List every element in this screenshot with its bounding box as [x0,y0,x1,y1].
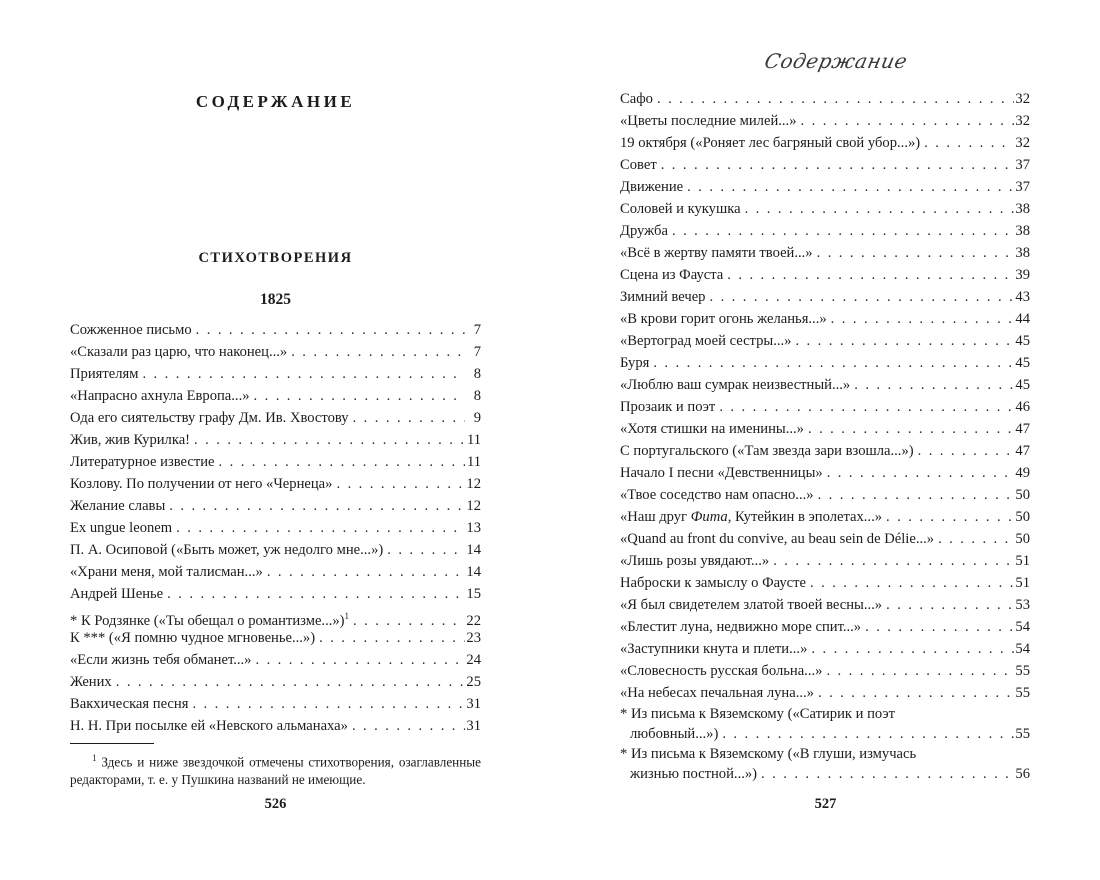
toc-entry[interactable] [70,715,481,737]
toc-entry-title: «Если жизнь тебя обманет...» [70,652,252,668]
toc-entry-title: С португальского («Там звезда зари взошла...») [620,443,914,459]
toc-entry[interactable] [70,649,481,671]
toc-entry-page: 9 [473,410,481,426]
toc-entry[interactable] [70,561,481,583]
toc-entry[interactable] [620,198,1030,220]
toc-entry-page: 46 [1015,399,1030,415]
toc-entry-title: «Цветы последние милей...» [620,113,797,129]
toc-entry[interactable] [620,132,1030,154]
toc-entry-title: Сожженное письмо [70,322,192,338]
toc-entry-title-line1: * Из письма к Вяземскому («Сатирик и поэт [620,706,896,722]
toc-entry-multiline [620,744,1030,784]
toc-leader-dots [172,517,465,539]
toc-leader-dots [741,198,1014,220]
toc-entry-page: 47 [1015,443,1030,459]
toc-entry-page: 24 [466,652,481,668]
toc-leader-dots [804,418,1014,440]
toc-entry-title: «В крови горит огонь желанья...» [620,311,827,327]
toc-entry-title: Прозаик и поэт [620,399,716,415]
toc-leader-dots [649,352,1014,374]
toc-entry-title: Зимний вечер [620,289,706,305]
toc-entry[interactable] [70,385,481,407]
toc-entry-title: П. А. Осиповой («Быть может, уж недолго мне...») [70,542,384,558]
toc-leader-dots [668,220,1014,242]
toc-entry-title: Совет [620,157,657,173]
toc-leader-dots [791,330,1014,352]
toc-entry-page: 38 [1015,223,1030,239]
year-heading: 1825 [260,291,291,308]
toc-leader-dots [192,319,465,341]
toc-entry-title: Козлову. По получении от него «Чернеца» [70,476,333,492]
toc-leader-dots [806,572,1014,594]
toc-entry[interactable] [620,220,1030,242]
toc-entry-title: 19 октября («Роняет лес багряный свой убор...») [620,135,921,151]
toc-entry-page: 54 [1015,641,1030,657]
toc-entry-title-line2: жизнью постной...») [630,766,758,782]
toc-entry-page: 31 [466,718,481,734]
toc-entry[interactable] [620,374,1030,396]
toc-entry[interactable] [70,319,481,341]
toc-entry[interactable] [620,286,1030,308]
toc-entry-page: 31 [466,696,481,712]
toc-entry[interactable] [620,744,1030,784]
toc-entry-title: «Словесность русская больна...» [620,663,823,679]
toc-entry[interactable] [620,352,1030,374]
toc-entry-title: Н. Н. При посылке ей «Невского альманаха» [70,718,348,734]
toc-leader-dots [823,462,1014,484]
toc-entry-title-part: «Наш друг [620,509,691,525]
toc-entry-page: 49 [1015,465,1030,481]
toc-leader-dots [715,396,1014,418]
toc-leader-dots [683,176,1014,198]
toc-leader-dots [657,154,1014,176]
toc-leader-dots [705,286,1014,308]
toc-entry-page: 14 [466,542,481,558]
toc-entry[interactable] [70,671,481,693]
toc-entry-page: 37 [1015,179,1030,195]
toc-entry[interactable] [620,330,1030,352]
toc-entry-title: «Сказали раз царю, что наконец...» [70,344,288,360]
page-number-right: 527 [814,796,837,812]
toc-leader-dots [112,671,465,693]
toc-entry[interactable] [620,440,1030,462]
toc-entry[interactable] [70,407,481,429]
toc-entry-page: 55 [1015,663,1030,679]
toc-entry[interactable] [620,704,1030,744]
toc-entry[interactable] [620,242,1030,264]
toc-leader-dots [250,385,465,407]
toc-entry-page: 11 [466,454,481,470]
toc-leader-dots [653,88,1014,110]
toc-entry-page: 8 [473,366,481,382]
toc-entry[interactable] [70,473,481,495]
toc-leader-dots [814,484,1014,506]
toc-leader-dots [315,627,465,649]
toc-entry-title-line2: любовный...») [630,726,719,742]
toc-entry-page: 55 [1015,685,1030,701]
toc-entry-page: 23 [466,630,481,646]
toc-entry-title: «Я был свидетелем златой твоей весны...» [620,597,883,613]
toc-entry[interactable] [70,627,481,649]
toc-leader-dots [251,649,465,671]
toc-entry-title: Наброски к замыслу о Фаусте [620,575,806,591]
toc-entry-page: 37 [1015,157,1030,173]
right-page [550,0,1100,880]
toc-entry-title: Ода его сиятельству графу Дм. Ив. Хвостову [70,410,349,426]
toc-leader-dots [797,110,1015,132]
toc-entry[interactable] [620,550,1030,572]
toc-entry-title: «Блестит луна, недвижно море спит...» [620,619,862,635]
toc-leader-dots [263,561,465,583]
toc-entry[interactable] [620,682,1030,704]
toc-leader-dots [920,132,1014,154]
toc-entry-title: «Заступники кнута и плети...» [620,641,808,657]
toc-entry-title: «Твое соседство нам опасно...» [620,487,814,503]
toc-entry-title: Вакхическая песня [70,696,189,712]
toc-entry[interactable] [620,638,1030,660]
toc-leader-dots [287,341,465,363]
toc-entry-page: 56 [1015,766,1030,782]
toc-leader-dots [861,616,1014,638]
toc-leader-dots [348,715,465,737]
toc-leader-dots [882,506,1014,528]
toc-leader-dots [718,724,1014,744]
toc-entry-page: 7 [473,322,481,338]
toc-leader-dots [813,242,1014,264]
toc-leader-dots [757,764,1014,784]
toc-entry-page: 25 [466,674,481,690]
toc-entry[interactable] [620,506,1030,528]
toc-entry-page: 45 [1015,333,1030,349]
footnote-text: Здесь и ниже звездочкой отмечены стихотворения, озаглавленные редакторами, т. е. у Пушкина названий не имеющие. [70,754,482,788]
toc-leader-dots [138,363,465,385]
toc-entry-title: «Хотя стишки на именины...» [620,421,804,437]
toc-entry[interactable] [70,341,481,363]
toc-entry[interactable] [620,660,1030,682]
toc-entry-page: 14 [466,564,481,580]
toc-entry-page: 32 [1015,113,1030,129]
toc-entry-title: «На небесах печальная луна...» [620,685,814,701]
toc-leader-dots [190,429,465,451]
toc-entry-title [620,506,882,528]
toc-entry-page: 45 [1015,355,1030,371]
toc-entry[interactable] [620,110,1030,132]
toc-entry-page: 22 [466,612,481,629]
toc-entry[interactable] [620,572,1030,594]
toc-entry-multiline [620,704,1030,744]
toc-entry-title: «Храни меня, мой талисман...» [70,564,263,580]
toc-entry-title: «Напрасно ахнула Европа...» [70,388,250,404]
contents-title: СОДЕРЖАНИЕ [195,92,356,111]
toc-entry-title: Движение [620,179,684,195]
toc-entry-page: 51 [1015,553,1030,569]
toc-entry-page: 50 [1015,487,1030,503]
toc-leader-dots [215,451,465,473]
toc-entry-title-text: * К Родзянке («Ты обещал о романтизме...») [70,612,345,629]
toc-leader-dots [882,594,1014,616]
toc-entry[interactable] [620,154,1030,176]
toc-entry-title: Жених [70,674,112,690]
toc-entry[interactable] [70,583,481,605]
toc-entry-title: Сафо [620,91,653,107]
toc-entry-page: 55 [1015,726,1030,742]
toc-entry-page: 11 [466,432,481,448]
footnote [70,749,481,789]
toc-leader-dots [349,407,465,429]
toc-entry-title: Ex ungue leonem [70,520,173,536]
toc-entry-page: 12 [466,498,481,514]
toc-entry-title: Начало I песни «Девственницы» [620,465,823,481]
footnote-number: 1 [92,753,97,763]
toc-entry-title: «Quand au front du convive, au beau sein de Délie...» [620,531,935,547]
toc-entry[interactable] [70,363,481,385]
toc-leader-dots [914,440,1014,462]
footnote-divider [70,743,154,744]
toc-leader-dots [163,583,465,605]
toc-entry-title: Сцена из Фауста [620,267,724,283]
toc-entry-title: Жив, жив Курилка! [70,432,191,448]
toc-entry-page: 13 [466,520,481,536]
toc-entry-title: «Вертоград моей сестры...» [620,333,792,349]
toc-entry-page: 12 [466,476,481,492]
toc-entry-title-italic: Фита, [690,509,732,525]
toc-entry-line2-row [620,724,1030,744]
toc-entry-title-line1: * Из письма к Вяземскому («В глуши, измучась [620,746,917,762]
toc-leader-dots [723,264,1014,286]
toc-entry-page: 43 [1015,289,1030,305]
toc-entry-page: 38 [1015,201,1030,217]
toc-entry-page: 50 [1015,531,1030,547]
toc-entry-title: Дружба [620,223,668,239]
toc-entry[interactable] [620,396,1030,418]
toc-entry-line2-row [620,764,1030,784]
toc-entry[interactable] [620,616,1030,638]
toc-leader-dots [807,638,1014,660]
toc-entry-title: Литературное известие [70,454,215,470]
toc-leader-dots [188,693,465,715]
toc-entry[interactable] [70,429,481,451]
toc-leader-dots [934,528,1014,550]
toc-entry[interactable] [70,605,481,627]
toc-entry-title: Андрей Шенье [70,586,164,602]
toc-list-right [620,88,1030,784]
toc-entry-page: 38 [1015,245,1030,261]
toc-entry-page: 32 [1015,135,1030,151]
toc-leader-dots [827,308,1014,330]
toc-entry-page: 53 [1015,597,1030,613]
toc-entry[interactable] [70,451,481,473]
toc-entry[interactable] [70,693,481,715]
toc-entry[interactable] [620,462,1030,484]
toc-leader-dots [383,539,465,561]
toc-entry[interactable] [70,495,481,517]
toc-leader-dots [165,495,465,517]
toc-entry-title: «Лишь розы увядают...» [620,553,770,569]
toc-entry[interactable] [620,594,1030,616]
toc-entry-title: «Люблю ваш сумрак неизвестный...» [620,377,851,393]
toc-entry-title: Желание славы [70,498,166,514]
toc-entry-page: 50 [1015,509,1030,525]
toc-entry-page: 15 [466,586,481,602]
toc-list-left [70,319,481,737]
toc-entry[interactable] [620,528,1030,550]
toc-entry-title: К *** («Я помню чудное мгновенье...») [70,630,316,646]
toc-entry-page: 32 [1015,91,1030,107]
toc-leader-dots [850,374,1014,396]
toc-entry-title: Соловей и кукушка [620,201,741,217]
toc-entry-title: Буря [620,355,650,371]
toc-entry-page: 51 [1015,575,1030,591]
toc-entry-page: 45 [1015,377,1030,393]
page-number-left: 526 [264,796,287,812]
footnote-mark[interactable]: 1 [344,611,350,621]
toc-entry[interactable] [620,176,1030,198]
toc-entry[interactable] [70,517,481,539]
toc-leader-dots [814,682,1014,704]
toc-leader-dots [769,550,1014,572]
toc-entry-title: «Всё в жертву памяти твоей...» [620,245,813,261]
toc-leader-dots [822,660,1014,682]
toc-entry-page: 7 [473,344,481,360]
toc-entry[interactable] [620,418,1030,440]
toc-entry[interactable] [620,484,1030,506]
toc-entry-page: 54 [1015,619,1030,635]
toc-entry-page: 44 [1015,311,1030,327]
toc-entry-page: 39 [1015,267,1030,283]
toc-entry-page: 47 [1015,421,1030,437]
toc-entry-page: 8 [473,388,481,404]
toc-entry[interactable] [620,88,1030,110]
section-title-poems: СТИХОТВОРЕНИЯ [198,250,353,266]
toc-entry[interactable] [620,264,1030,286]
toc-entry-title-part: Кутейкин в эполетах...» [731,509,883,525]
toc-entry-title: Приятелям [70,366,139,382]
toc-leader-dots [332,473,465,495]
running-head: Содержание [762,49,910,73]
toc-entry[interactable] [70,539,481,561]
toc-entry[interactable] [620,308,1030,330]
